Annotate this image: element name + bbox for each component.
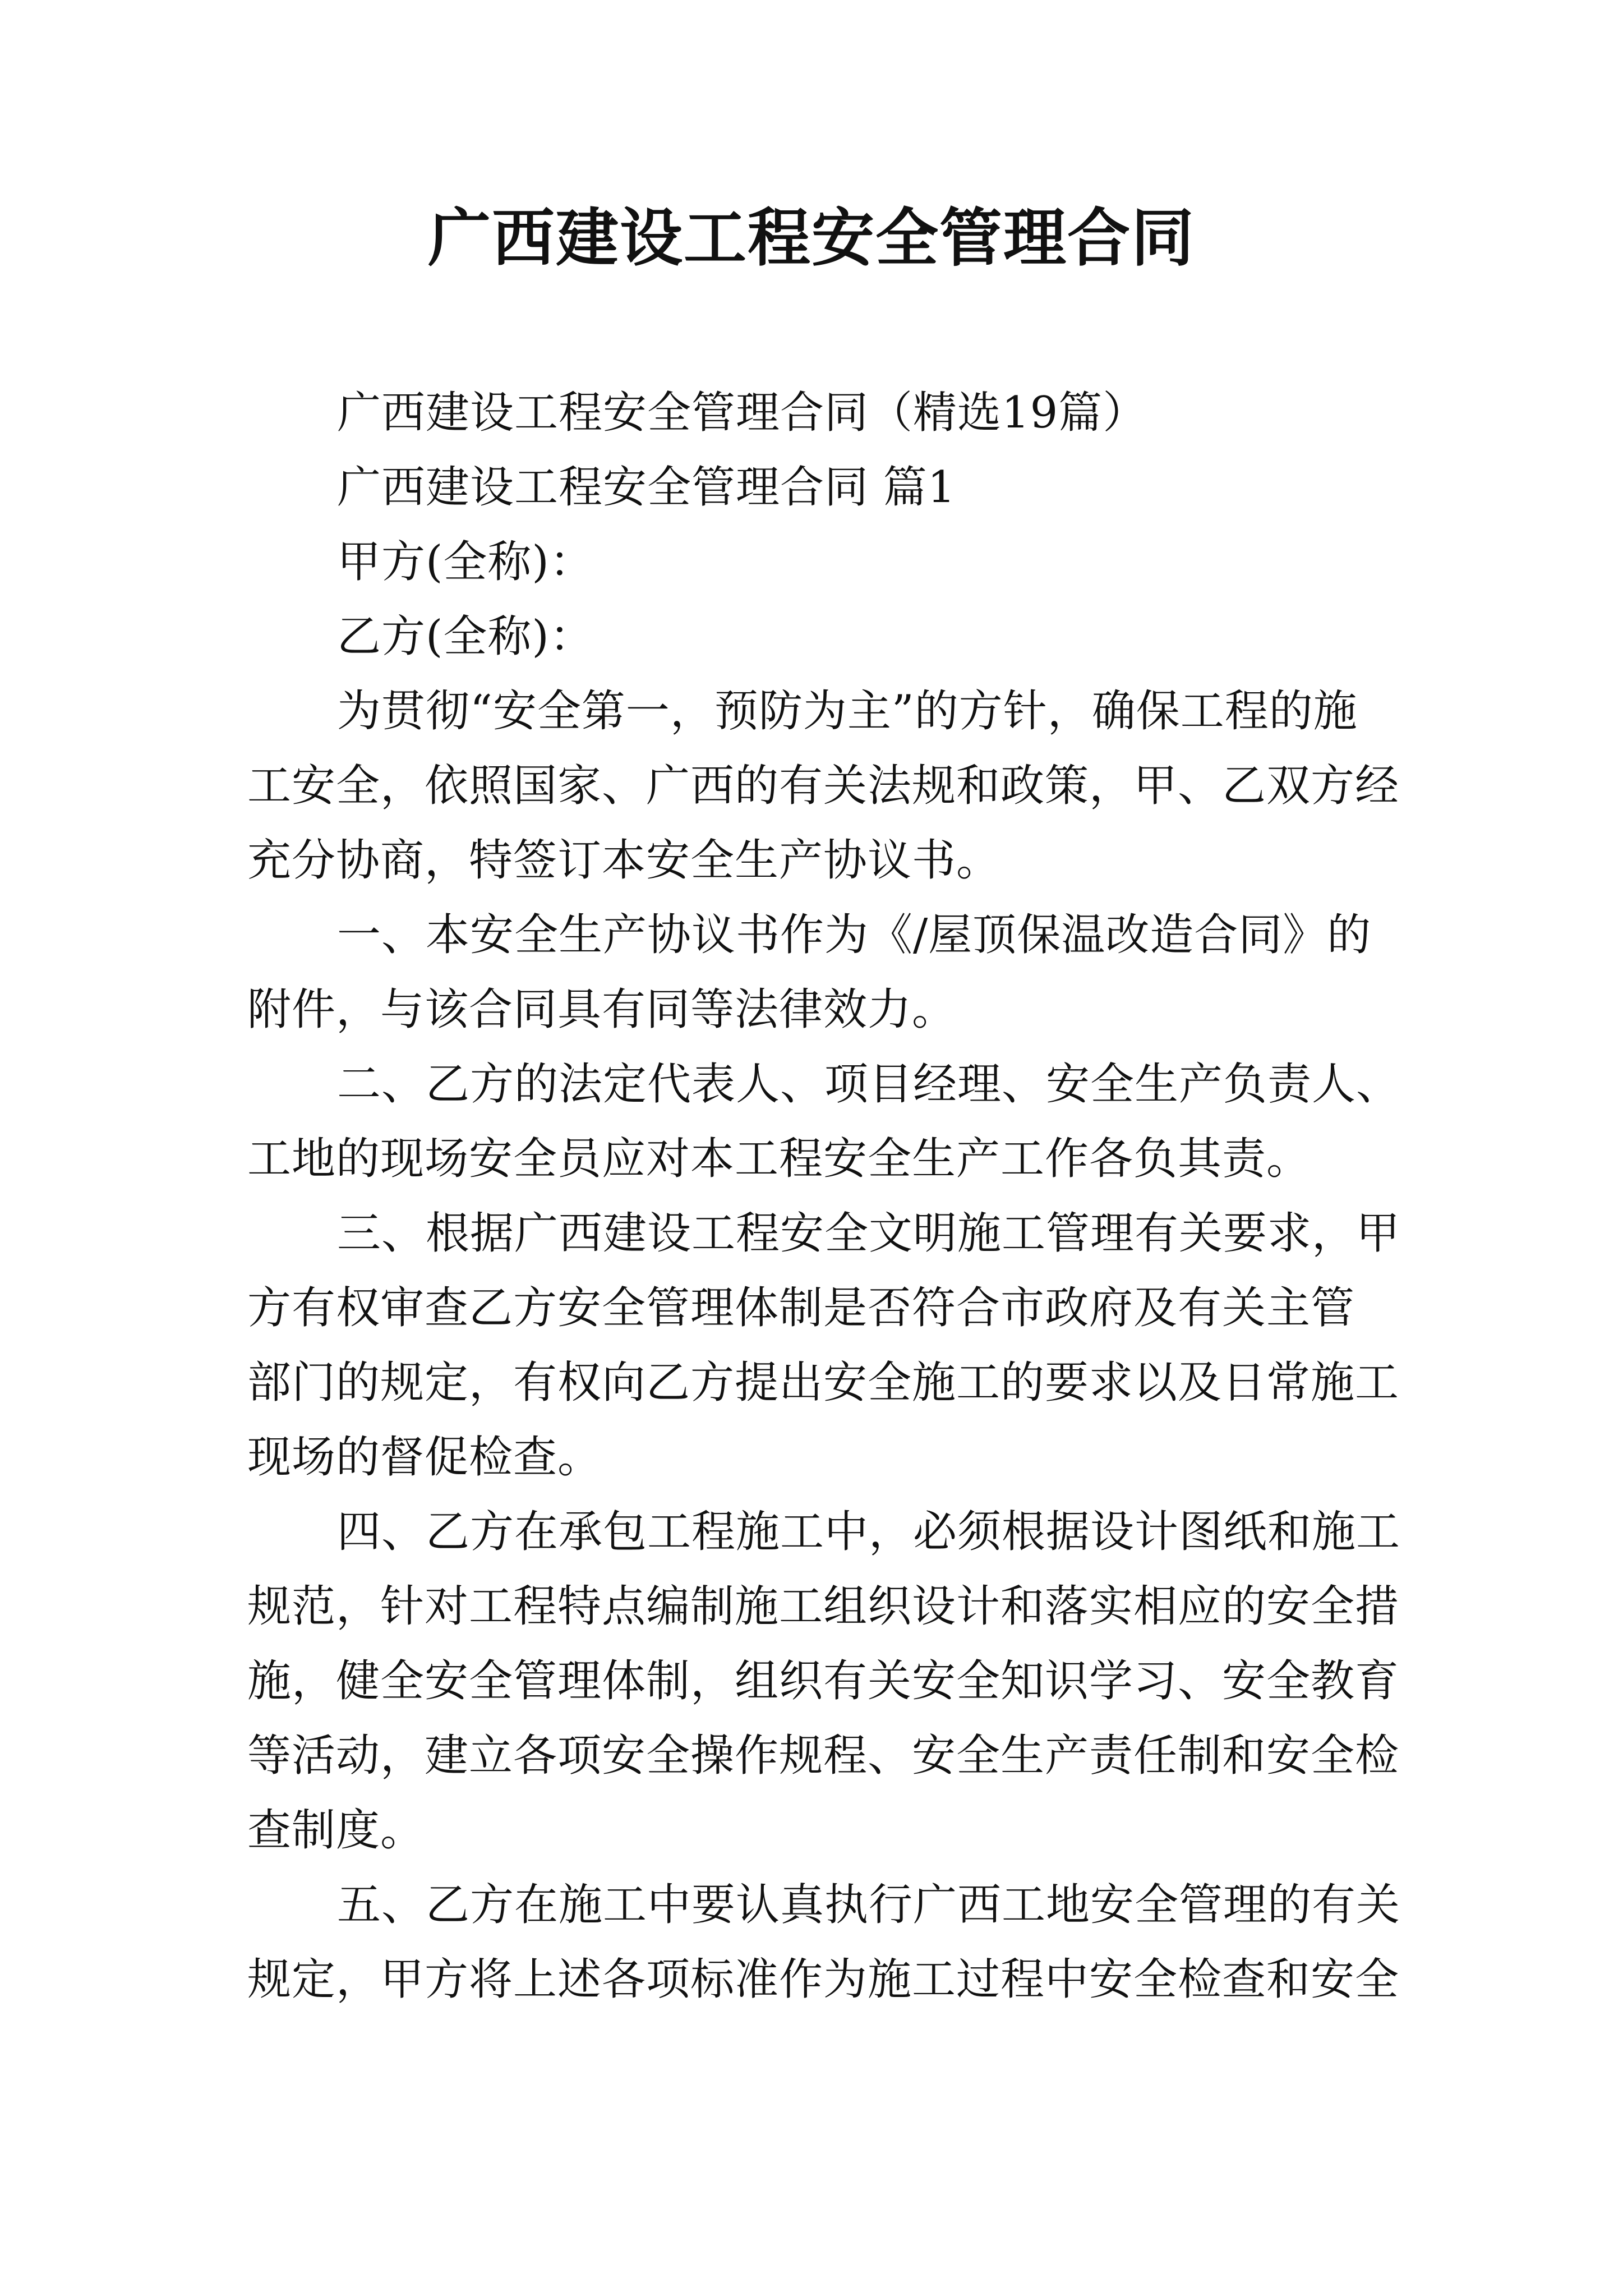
- body-line: 广西建设工程安全管理合同（精选19篇）: [337, 388, 1147, 438]
- body-line: 广西建设工程安全管理合同 篇1: [337, 462, 956, 513]
- body-line: 三、根据广西建设工程安全文明施工管理有关要求，甲: [337, 1208, 1401, 1259]
- body-line: 四、乙方在承包工程施工中，必须根据设计图纸和施工: [337, 1507, 1401, 1557]
- body-line: 现场的督促检查。: [247, 1432, 602, 1483]
- document-body: [247, 376, 1401, 2017]
- body-line: 乙方(全称)：: [337, 611, 594, 662]
- body-line: 充分协商，特签订本安全生产协议书。: [247, 835, 1001, 886]
- body-line: 工安全，依照国家、广西的有关法规和政策，甲、乙双方经: [247, 761, 1400, 811]
- document-title: 广西建设工程安全管理合同: [428, 201, 1195, 275]
- body-line: 二、乙方的法定代表人、项目经理、安全生产负责人、: [337, 1059, 1401, 1110]
- body-line: 查制度。: [247, 1805, 425, 1856]
- body-line: 规范，针对工程特点编制施工组织设计和落实相应的安全措: [247, 1581, 1400, 1632]
- body-line: 工地的现场安全员应对本工程安全生产工作各负其责。: [247, 1134, 1311, 1184]
- body-line: 甲方(全称)：: [337, 537, 594, 587]
- body-line: 附件，与该合同具有同等法律效力。: [247, 984, 957, 1035]
- body-line: 方有权审查乙方安全管理体制是否符合市政府及有关主管: [247, 1283, 1355, 1333]
- body-line: 部门的规定，有权向乙方提出安全施工的要求以及日常施工: [247, 1358, 1400, 1408]
- body-line: 为贯彻“安全第一，预防为主”的方针，确保工程的施: [337, 686, 1358, 737]
- body-line: 施，健全安全管理体制，组织有关安全知识学习、安全教育: [247, 1656, 1400, 1706]
- body-line: 规定，甲方将上述各项标准作为施工过程中安全检查和安全: [247, 1954, 1400, 2005]
- body-line: 一、本安全生产协议书作为《/屋顶保温改造合同》的: [337, 910, 1372, 960]
- body-line: 五、乙方在施工中要认真执行广西工地安全管理的有关: [337, 1880, 1401, 1930]
- body-line: 等活动，建立各项安全操作规程、安全生产责任制和安全检: [247, 1731, 1400, 1781]
